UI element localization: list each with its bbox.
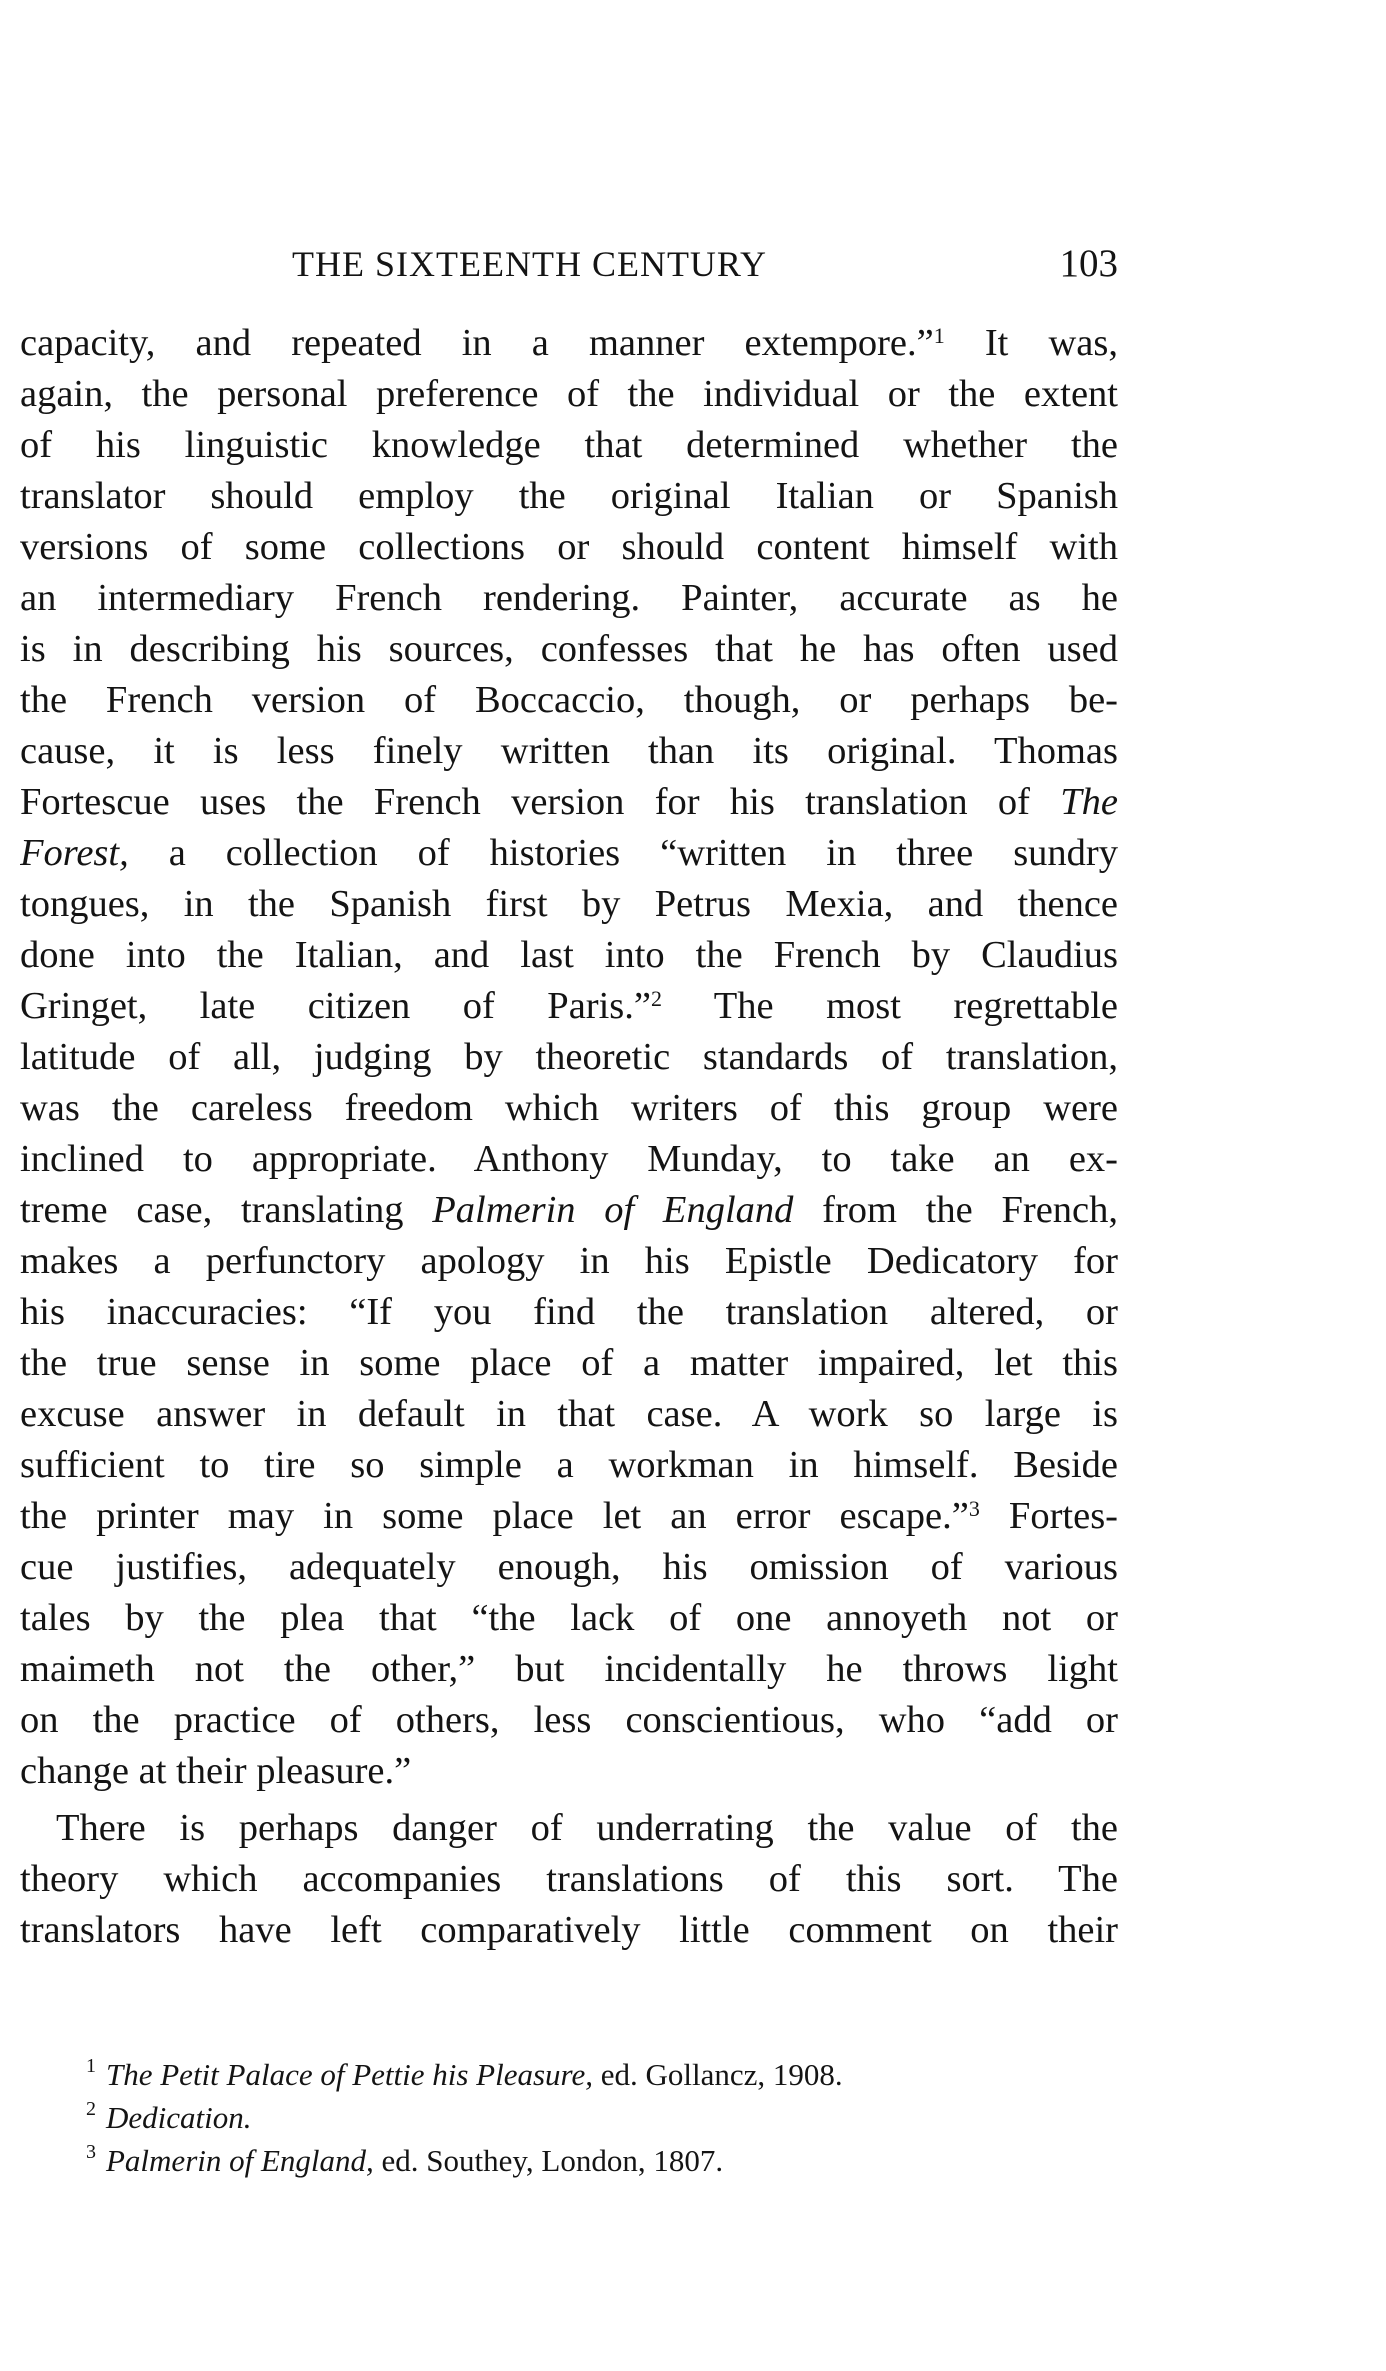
text-line bbox=[20, 624, 1118, 675]
running-title: THE SIXTEENTH CENTURY bbox=[292, 244, 767, 284]
text-line bbox=[20, 981, 1118, 1032]
text-line bbox=[20, 369, 1118, 420]
footnote bbox=[20, 2053, 1118, 2096]
text-run: latitude of all, judging by theoretic standards of translation, bbox=[20, 1036, 1118, 1078]
text-run: The most regrettable bbox=[662, 985, 1118, 1027]
running-header bbox=[20, 234, 1118, 294]
text-line bbox=[20, 1644, 1118, 1695]
text-line bbox=[20, 1746, 1118, 1797]
text-run: tales by the plea that “the lack of one annoyeth not or bbox=[20, 1597, 1118, 1639]
text-run: is in describing his sources, confesses that he has often used bbox=[20, 628, 1118, 670]
footnote-marker: 1 bbox=[86, 2055, 96, 2077]
text-run: theory which accompanies translations of this sort. The bbox=[20, 1858, 1118, 1900]
text-line bbox=[20, 1905, 1118, 1956]
text-run: the printer may in some place let an error escape.” bbox=[20, 1495, 969, 1537]
text-run: the true sense in some place of a matter impaired, let this bbox=[20, 1342, 1118, 1384]
text-line bbox=[20, 1695, 1118, 1746]
text-run: ed. Gollancz, 1908. bbox=[592, 2057, 843, 2092]
text-line bbox=[20, 471, 1118, 522]
text-run: cue justifies, adequately enough, his omission of various bbox=[20, 1546, 1118, 1588]
footnote bbox=[20, 2139, 1118, 2182]
text-run: a collection of histories “written in three sundry bbox=[128, 832, 1118, 874]
footnote-marker: 3 bbox=[86, 2141, 96, 2163]
text-run: from the French, bbox=[793, 1189, 1118, 1231]
text-line bbox=[20, 930, 1118, 981]
text-run: Fortes- bbox=[979, 1495, 1118, 1537]
italic-text: The Petit Palace of Pettie his Pleasure, bbox=[106, 2057, 593, 2092]
text-line bbox=[20, 1803, 1118, 1854]
text-run: It was, bbox=[944, 322, 1118, 364]
text-line bbox=[20, 1542, 1118, 1593]
text-run: treme case, translating bbox=[20, 1189, 433, 1231]
text-line bbox=[20, 726, 1118, 777]
text-run: capacity, and repeated in a manner extempore.” bbox=[20, 322, 934, 364]
text-line bbox=[20, 1083, 1118, 1134]
text-run: the French version of Boccaccio, though, or perhaps be- bbox=[20, 679, 1118, 721]
body-text bbox=[20, 318, 1118, 1956]
text-run: was the careless freedom which writers of this group were bbox=[20, 1087, 1118, 1129]
text-line bbox=[20, 573, 1118, 624]
footnotes bbox=[20, 2053, 1118, 2182]
italic-text: Palmerin of England, bbox=[106, 2143, 374, 2178]
text-run: versions of some collections or should content himself with bbox=[20, 526, 1118, 568]
text-line bbox=[20, 318, 1118, 369]
footnote-ref: 2 bbox=[651, 986, 663, 1011]
text-line bbox=[20, 420, 1118, 471]
text-line bbox=[20, 1440, 1118, 1491]
footnote bbox=[20, 2096, 1118, 2139]
footnote-text bbox=[86, 2057, 843, 2092]
text-run: tongues, in the Spanish first by Petrus Mexia, and thence bbox=[20, 883, 1118, 925]
text-line bbox=[20, 1236, 1118, 1287]
text-run: again, the personal preference of the individual or the extent bbox=[20, 373, 1118, 415]
text-run: translator should employ the original Italian or Spanish bbox=[20, 475, 1118, 517]
text-line bbox=[20, 1389, 1118, 1440]
text-line bbox=[20, 1287, 1118, 1338]
italic-text: Forest, bbox=[20, 832, 129, 874]
text-line bbox=[20, 1032, 1118, 1083]
text-run: his inaccuracies: “If you find the translation altered, or bbox=[20, 1291, 1118, 1333]
text-run: Fortescue uses the French version for his translation of bbox=[20, 781, 1061, 823]
text-line bbox=[20, 675, 1118, 726]
paragraph-2 bbox=[20, 1803, 1118, 1956]
footnote-ref: 1 bbox=[933, 323, 945, 348]
text-line bbox=[20, 522, 1118, 573]
text-run: Gringet, late citizen of Paris.” bbox=[20, 985, 652, 1027]
text-line bbox=[20, 1134, 1118, 1185]
text-line bbox=[20, 1185, 1118, 1236]
text-run: change at their pleasure.” bbox=[20, 1750, 412, 1792]
text-run: excuse answer in default in that case. A work so large is bbox=[20, 1393, 1118, 1435]
text-run: There is perhaps danger of underrating the value of the bbox=[56, 1807, 1118, 1849]
footnote-marker: 2 bbox=[86, 2098, 96, 2120]
text-line bbox=[20, 1854, 1118, 1905]
italic-text: Dedication. bbox=[106, 2100, 252, 2135]
text-run: maimeth not the other,” but incidentally he throws light bbox=[20, 1648, 1118, 1690]
footnote-ref: 3 bbox=[968, 1496, 980, 1521]
text-line bbox=[20, 1593, 1118, 1644]
text-run: translators have left comparatively little comment on their bbox=[20, 1909, 1118, 1951]
text-run: inclined to appropriate. Anthony Munday, to take an ex- bbox=[20, 1138, 1118, 1180]
footnote-text bbox=[86, 2143, 723, 2178]
text-run: done into the Italian, and last into the French by Claudius bbox=[20, 934, 1118, 976]
page-number: 103 bbox=[1059, 242, 1118, 285]
text-run: an intermediary French rendering. Painter, accurate as he bbox=[20, 577, 1118, 619]
text-line bbox=[20, 1338, 1118, 1389]
text-line bbox=[20, 1491, 1118, 1542]
text-run: ed. Southey, London, 1807. bbox=[373, 2143, 724, 2178]
text-line bbox=[20, 828, 1118, 879]
text-run: of his linguistic knowledge that determined whether the bbox=[20, 424, 1118, 466]
text-line bbox=[20, 879, 1118, 930]
paragraph-1 bbox=[20, 318, 1118, 1797]
text-run: sufficient to tire so simple a workman in himself. Beside bbox=[20, 1444, 1118, 1486]
footnote-text bbox=[86, 2100, 252, 2135]
italic-text: Palmerin of England bbox=[432, 1189, 794, 1231]
text-line bbox=[20, 777, 1118, 828]
italic-text: The bbox=[1060, 781, 1118, 823]
text-run: makes a perfunctory apology in his Epistle Dedicatory for bbox=[20, 1240, 1118, 1282]
text-run: cause, it is less finely written than its original. Thomas bbox=[20, 730, 1118, 772]
text-run: on the practice of others, less conscientious, who “add or bbox=[20, 1699, 1118, 1741]
